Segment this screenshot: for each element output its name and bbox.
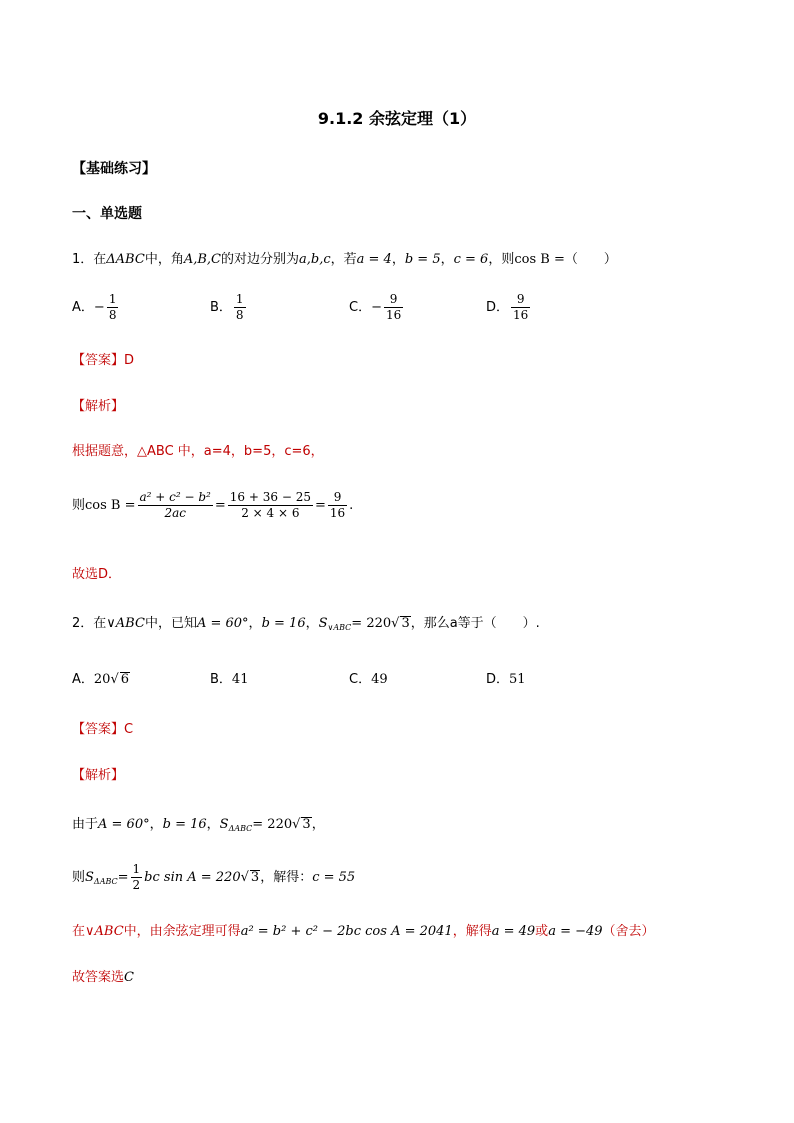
q1-paren: （ ） — [564, 252, 617, 267]
option-text: 20 — [93, 672, 111, 687]
solve-text: ，解得： — [260, 870, 313, 885]
area-label: S — [85, 870, 94, 885]
denominator: 16 — [329, 506, 346, 520]
denominator: 16 — [385, 308, 402, 322]
answer-value: C — [124, 722, 134, 737]
option-sign: − — [371, 300, 382, 315]
denominator: 8 — [235, 308, 244, 322]
numerator: 1 — [132, 862, 141, 876]
option-fraction — [511, 292, 530, 323]
a-negative: a = −49 — [548, 924, 603, 939]
q2-b-value: b = 16 — [261, 616, 306, 631]
denominator: 8 — [108, 308, 117, 322]
question-1-stem: 1．在ΔABC中，角A,B,C的对边分别为a,b,c，若a = 4，b = 5，c = 6，则cos B =（ ） — [72, 252, 617, 267]
q1-triangle: ΔABC — [106, 252, 145, 267]
denominator: 2 × 4 × 6 — [241, 506, 300, 520]
option-label: A． — [72, 300, 94, 315]
q2-area-subscript: ∨ABC — [327, 623, 352, 632]
q1-answer — [72, 349, 134, 368]
option-text: 49 — [371, 672, 388, 687]
area-subscript: ΔABC — [93, 877, 118, 886]
q2-answer — [72, 718, 133, 737]
fraction-formula — [138, 490, 213, 521]
q2-option-c — [349, 668, 388, 687]
or-text: 或 — [535, 924, 549, 939]
q2-option-d — [486, 668, 526, 687]
numerator: 9 — [328, 490, 347, 506]
option-fraction — [384, 292, 403, 323]
triangle: ∨ABC — [85, 924, 124, 939]
q1-analysis-label: 【解析】 — [72, 399, 125, 414]
q1-ask: cos B = — [514, 252, 565, 267]
q1-option-b — [210, 292, 248, 323]
q2-area-value: = 220 — [351, 616, 392, 631]
numerator: 9 — [511, 292, 530, 308]
numerator: 16 + 36 − 25 — [229, 490, 311, 504]
denominator: 16 — [513, 308, 529, 322]
b-value: b = 16 — [162, 817, 207, 832]
q1-text-3: 的对边分别为 — [220, 252, 299, 267]
q2-area-radicand: 3 — [401, 616, 410, 631]
q1-solution-line-2: 则cos B = $\frac{\text{a² + c² − b²}}{2ac}$ = $\frac{16 + 36 - 25}{2 \times 4 \times 6}$ = $\frac{9}{16}$ . — [72, 490, 354, 520]
option-label: D． — [486, 300, 510, 315]
denominator: 2 — [132, 878, 141, 892]
q2-angle-a: A = 60° — [196, 616, 249, 631]
area-value: = 220 — [252, 817, 293, 832]
numerator: 1 — [235, 292, 244, 306]
option-text: 41 — [231, 672, 249, 687]
option-fraction — [107, 292, 119, 323]
denominator: 2ac — [164, 506, 186, 520]
option-fraction — [234, 292, 246, 323]
q1-option-d — [486, 292, 532, 323]
option-label: C． — [349, 300, 372, 315]
q1-angles: A,B,C — [183, 252, 221, 267]
option-label: C． — [349, 672, 372, 687]
q2-option-a: A．20√ 6 — [72, 672, 130, 687]
c-result: c = 55 — [312, 870, 356, 885]
q2-prefix: 2．在 — [72, 616, 107, 631]
numerator: a² + c² − b² — [139, 490, 211, 504]
cosine-law-text: 中，由余弦定理可得 — [123, 924, 241, 939]
option-text: 51 — [509, 672, 526, 687]
q2-solution-line-1: 由于A = 60°，b = 16，$S_{\Delta ABC}= 220√$ 3， — [72, 817, 325, 833]
discard-text: （舍去） — [602, 924, 655, 939]
option-label: B． — [210, 300, 232, 315]
solution-prefix: 故答案选 — [72, 970, 125, 985]
solve-text: ，解得 — [452, 924, 492, 939]
fraction-result — [328, 490, 347, 521]
q1-b-value: b = 5 — [404, 252, 441, 267]
half-fraction — [131, 862, 143, 893]
q1-solution-line-1: 根据题意，△ABC 中，a=4，b=5，c=6， — [72, 444, 324, 459]
q2-solution-line-3 — [72, 920, 655, 939]
option-label: A． — [72, 672, 94, 687]
solution-prefix: 在 — [72, 924, 86, 939]
option-label: B． — [210, 672, 232, 687]
answer-label: 【答案】 — [72, 722, 125, 737]
numerator: 1 — [108, 292, 117, 306]
section-single-choice: 一、单选题 — [72, 206, 142, 222]
area-formula: bc sin A = 220 — [144, 870, 241, 885]
q2-text-2: 中，已知 — [144, 616, 197, 631]
final-answer: C — [124, 970, 134, 985]
q1-sides: a,b,c — [299, 252, 331, 267]
q1-text-5: ，则 — [488, 252, 515, 267]
solution-prefix: 由于 — [72, 817, 99, 832]
q2-area-label: S — [318, 616, 328, 631]
q1-text-4: ，若 — [330, 252, 357, 267]
option-radicand: 6 — [120, 672, 130, 687]
fraction-values — [228, 490, 313, 521]
cosine-law-formula: a² = b² + c² − 2bc cos A = 2041 — [240, 924, 453, 939]
a-positive: a = 49 — [491, 924, 536, 939]
solution-prefix: 则 — [72, 498, 86, 513]
q1-text-2: 中，角 — [144, 252, 184, 267]
q2-text-3: ，那么a等于（ ）. — [410, 616, 540, 631]
q1-option-a — [72, 292, 120, 323]
q1-option-c — [349, 292, 405, 323]
q2-triangle: ∨ABC — [106, 616, 145, 631]
option-label: D． — [486, 672, 510, 687]
q2-analysis-label: 【解析】 — [72, 768, 125, 783]
area-radicand: 3 — [302, 817, 311, 832]
section-basic-practice: 【基础练习】 — [72, 161, 156, 177]
q2-solution-line-2: 则$S_{\Delta ABC}=$ $\frac{1}{2}$ bc sin A = 220√ 3，解得：c = 55 — [72, 862, 356, 892]
q1-a-value: a = 4 — [356, 252, 392, 267]
q2-option-b — [210, 668, 248, 687]
q2-solution-line-4 — [72, 966, 134, 985]
option-sign: − — [93, 300, 105, 315]
question-2-stem: 2．在∨ABC中，已知A = 60°，b = 16，$S_{\vee ABC}= 220√$ 3，那么a等于（ ）. — [72, 616, 540, 632]
area-radicand: 3 — [250, 870, 260, 885]
angle-a: A = 60° — [98, 817, 150, 832]
cos-b-lhs: cos B = — [85, 498, 136, 513]
numerator: 9 — [384, 292, 403, 308]
answer-value: D — [124, 353, 135, 368]
solution-prefix: 则 — [72, 870, 86, 885]
area-label: S — [219, 817, 229, 832]
page-title: 9.1.2 余弦定理（1） — [317, 109, 477, 128]
q1-solution-line-3: 故选D． — [72, 567, 122, 582]
equals-sign: = — [117, 870, 129, 885]
q1-c-value: c = 6 — [453, 252, 489, 267]
q1-prefix: 1．在 — [72, 252, 107, 267]
answer-label: 【答案】 — [72, 353, 125, 368]
area-subscript: ΔABC — [228, 824, 253, 833]
